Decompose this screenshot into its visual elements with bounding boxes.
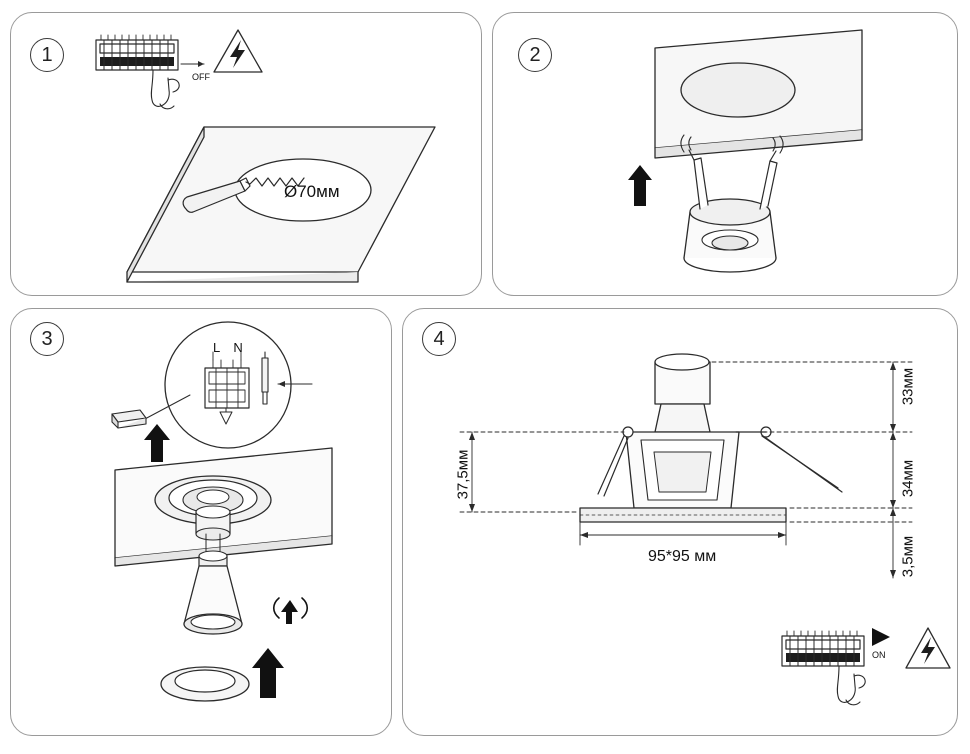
ceiling-panel-icon-step2 — [655, 30, 862, 158]
high-voltage-icon-step1 — [214, 30, 262, 72]
up-arrow-icon-step3-ring — [252, 648, 284, 698]
hand-icon-step1 — [151, 70, 179, 109]
label-power-off: OFF — [192, 72, 210, 82]
rotate-arrow-icon — [274, 598, 308, 624]
connector-icon-step3 — [112, 410, 146, 428]
terminal-block-icon-step1 — [96, 35, 178, 70]
step-number-badge-1: 1 — [30, 38, 64, 72]
step-number-badge-3: 3 — [30, 322, 64, 356]
high-voltage-icon-step4 — [906, 628, 950, 668]
step-number-badge-4: 4 — [422, 322, 456, 356]
ceiling-panel-icon-step1 — [127, 127, 435, 282]
label-power-on: ON — [872, 650, 886, 660]
hand-icon-step4 — [837, 666, 865, 705]
label-hole-diameter: Ø70мм — [284, 182, 340, 201]
fixture-body-icon-step2 — [684, 150, 777, 272]
screwdriver-icon — [262, 352, 268, 404]
off-arrow-icon — [181, 61, 204, 67]
label-height-upper: 33мм — [899, 367, 917, 406]
up-arrow-icon-step3-wire — [144, 424, 170, 462]
section-view-icon-step4 — [580, 354, 842, 522]
up-arrow-icon-step2 — [628, 165, 652, 206]
label-width-depth: 95*95 мм — [648, 548, 717, 565]
play-arrow-icon-step4 — [872, 628, 890, 646]
trim-ring-icon — [161, 667, 249, 701]
label-height-total: 37,5мм — [454, 449, 472, 500]
lamp-gu10-icon — [184, 551, 242, 634]
terminal-block-icon-step4 — [782, 631, 864, 666]
label-height-trim: 3,5мм — [899, 535, 917, 578]
step-number-badge-2: 2 — [518, 38, 552, 72]
label-terminal-ln: L N — [213, 340, 248, 355]
label-height-body: 34мм — [899, 459, 917, 498]
